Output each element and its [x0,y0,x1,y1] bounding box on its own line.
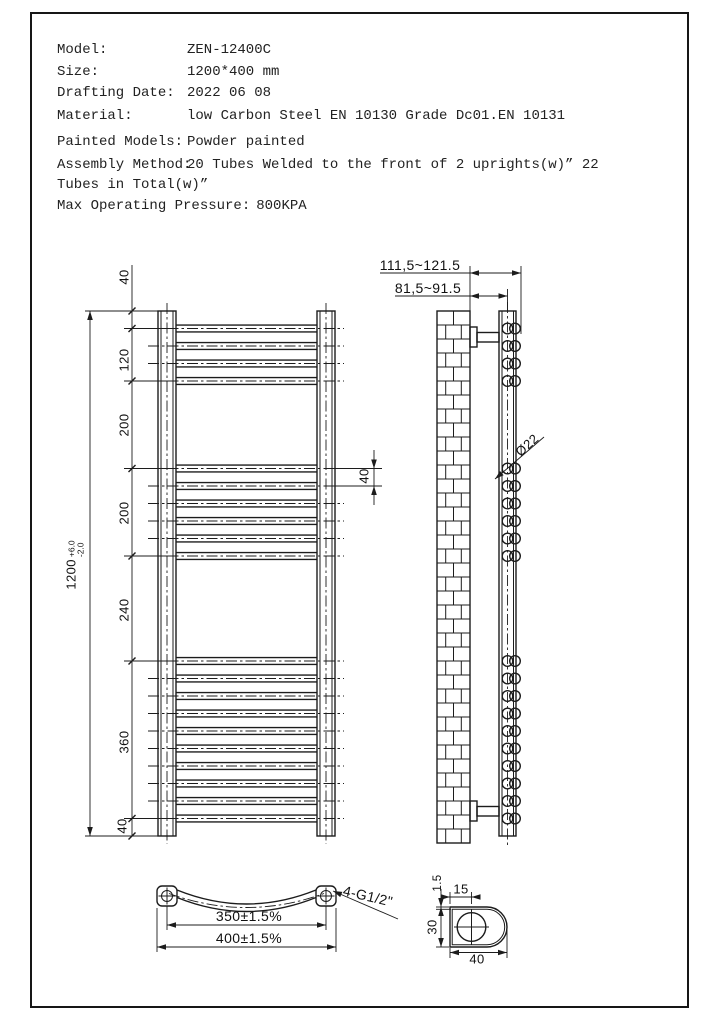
spec-label: Size: [57,64,100,80]
overall-height-value: 1200 [63,559,79,590]
dim-wall-distance-outer: 111,5~121.5 [379,257,461,273]
spec-label: Assembly Method: [57,157,192,173]
spec-continuation: Tubes in Total(w)” [57,177,209,193]
spec-value: 800KPA [256,198,307,214]
spec-value: 1200*400 mm [187,64,280,80]
tolerance-minus: -2.0 [75,542,85,558]
dim-group3-span: 360 [116,730,132,754]
spec-value: 2022 06 08 [187,85,272,101]
tolerance-plus: +6.0 [66,540,77,558]
dim-group2-span: 200 [116,501,132,525]
dim-overall-height [64,540,85,589]
dim-profile-height: 30 [424,919,440,935]
dim-bottom-offset: 40 [114,818,130,834]
spec-label: Material: [57,108,133,124]
dim-gap2: 240 [116,598,132,622]
spec-label: Model: [57,42,108,58]
spec-label: Max Operating Pressure: [57,198,251,214]
label-connection-thread: 4-G1/2" [341,882,395,910]
dim-group1-span: 120 [116,348,132,372]
dim-wall-distance-inner: 81,5~91.5 [394,280,462,296]
spec-value: low Carbon Steel EN 10130 Grade Dc01.EN 10131 [187,108,566,124]
dim-profile-width: 40 [469,951,485,967]
spec-value: ZEN-12400C [187,42,272,58]
dim-tube-centres: 350±1.5% [215,908,283,924]
dim-wall-thickness: 1.5 [432,874,444,892]
side-view [380,266,544,846]
dim-overall-width: 400±1.5% [215,930,283,946]
dim-hole-offset: 15 [453,881,469,897]
dim-tube-diameter: Ø22 [512,430,542,460]
detail-view [436,889,507,958]
dim-gap1: 200 [116,413,132,437]
spec-label: Painted Models: [57,134,184,150]
tolerance-stack [68,540,85,557]
spec-label: Drafting Date: [57,85,175,101]
spec-value: Powder painted [187,134,305,150]
spec-value: 20 Tubes Welded to the front of 2 uprights(w)” 22 [187,157,599,173]
dim-tube-spacing: 40 [356,468,372,484]
dim-top-offset: 40 [116,269,132,285]
